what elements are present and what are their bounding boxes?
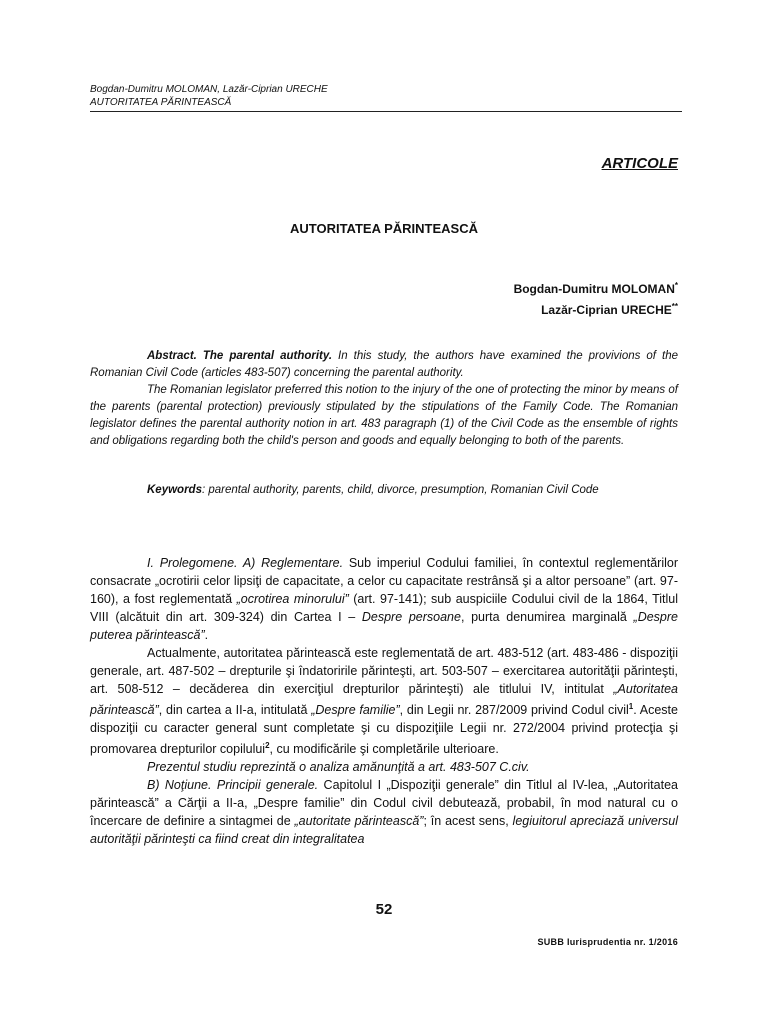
p1-i3: „Despre puterea părintească”: [90, 610, 678, 642]
p4-lead: B) Noţiune. Principii generale.: [147, 778, 319, 793]
running-head-authors: Bogdan-Dumitru MOLOMAN, Lazăr-Ciprian URECHE: [90, 84, 328, 95]
p2-i2: „Despre familie”: [311, 703, 400, 718]
footnote-ref-1[interactable]: 1: [628, 702, 634, 711]
author-1-name: Bogdan-Dumitru MOLOMAN: [513, 282, 675, 296]
p1-s2: (art. 97-141); sub auspiciile Codului civil de la 1864, Titlul VIII (alcătuit din art. 309-324) din Cartea I –: [90, 592, 678, 624]
p4-i2: legiuitorul apreciază universul autorităţii părinteşti ca fiind creat din integralitatea: [90, 814, 678, 847]
running-head: [90, 83, 682, 112]
p4-s2: ; în acest sens,: [423, 814, 513, 829]
p1-i1: „ocrotirea minorului”: [236, 592, 349, 606]
running-head-title: AUTORITATEA PĂRINTEASCĂ: [90, 97, 232, 108]
keywords-label: Keywords: [147, 484, 202, 496]
footnote-ref-2[interactable]: 2: [265, 741, 270, 751]
p2-s1: Actualmente, autoritatea părintească este reglementată de art. 483-512 (art. 483-486 - dispoziţii generale, art. 487-502 – drepturile şi îndatoririle părinteşti, art. 503-507 – exercitarea autorităţii părinteşti, art. 508-512 – decăderea din exerciţiul drepturilor părinteşti) ale titlului IV, intitulat: [90, 646, 678, 696]
body-paragraph-4: [90, 776, 678, 848]
keywords: [147, 482, 687, 499]
abstract-paragraph-2: The Romanian legislator preferred this notion to the injury of the one of protecting the minor by means of the parents (parental protection) previously stipulated by the stipulations of the Family Code. The Romanian legislator defines the parental authority notion in art. 483 paragraph (1) of the Civil Code as the ensemble of rights and obligations regarding both the child's person and goods and equally belonging to both of the parents.: [90, 384, 678, 447]
abstract: [90, 348, 678, 450]
body-paragraph-3: [90, 758, 678, 776]
body-paragraph-2: [90, 644, 678, 758]
page-number: 52: [375, 901, 393, 918]
p2-s2: , din cartea a II-a, intitulată: [158, 703, 312, 718]
body-paragraph-1: [90, 554, 678, 644]
author-2-name: Lazăr-Ciprian URECHE: [541, 303, 672, 317]
article-title: AUTORITATEA PĂRINTEASCĂ: [289, 221, 479, 236]
p2-s3: , din Legii nr. 287/2009 privind Codul civil: [399, 703, 629, 718]
p2-i1: „Autoritatea părintească”: [90, 682, 678, 718]
p4-i1: „autoritate părintească”: [294, 814, 424, 829]
p1-s1: Sub imperiul Codului familiei, în contextul reglementărilor consacrate „ocrotirii celor lipsiţi de capacitate, a celor cu capacitate restrânsă şi a altor persoane” (art. 97-160), a fost reglementată: [90, 556, 678, 606]
p1-i2: Despre persoane: [361, 610, 461, 624]
author-1: [514, 277, 678, 298]
p2-s4: . Aceste dispoziţii cu caracter general sunt completate şi cu dispoziţiile Legii nr. 272/2004 privind protecţia şi promovarea drepturilor copilului: [90, 703, 678, 757]
p1-lead: I. Prolegomene. A) Reglementare.: [147, 556, 344, 570]
keywords-text: parental authority, parents, child, divorce, presumption, Romanian Civil Code: [208, 484, 599, 496]
section-label: ARTICOLE: [601, 155, 678, 172]
p1-s4: .: [204, 628, 209, 642]
p3-text: Prezentul studiu reprezintă o analiza amănunţită a art. 483-507 C.civ.: [147, 760, 530, 775]
abstract-paragraph-1: [90, 348, 678, 382]
p2-s5: , cu modificările şi completările ulterioare.: [269, 742, 499, 757]
body-text: [90, 554, 678, 848]
author-1-mark: *: [674, 281, 678, 290]
p4-s1: Capitolul I „Dispoziţii generale” din Titlul al IV-lea, „Autoritatea părintească” a Cărţii a II-a, „Despre familie” din Codul civil debutează, probabil, în mod natural cu o încercare de definire a sintagmei de: [90, 778, 678, 829]
abstract-label: Abstract. The parental authority.: [147, 350, 333, 362]
abstract-p1-text: In this study, the authors have examined the provivions of the Romanian Civil Code (articles 483-507) concerning the parental authority.: [90, 350, 678, 379]
journal-footer: SUBB Iurisprudentia nr. 1/2016: [537, 937, 678, 947]
p1-s3: , purta denumirea marginală: [460, 610, 634, 624]
author-2-mark: **: [671, 302, 678, 311]
keywords-sep: :: [201, 484, 209, 496]
author-block: [514, 277, 678, 319]
author-2: [514, 298, 678, 319]
